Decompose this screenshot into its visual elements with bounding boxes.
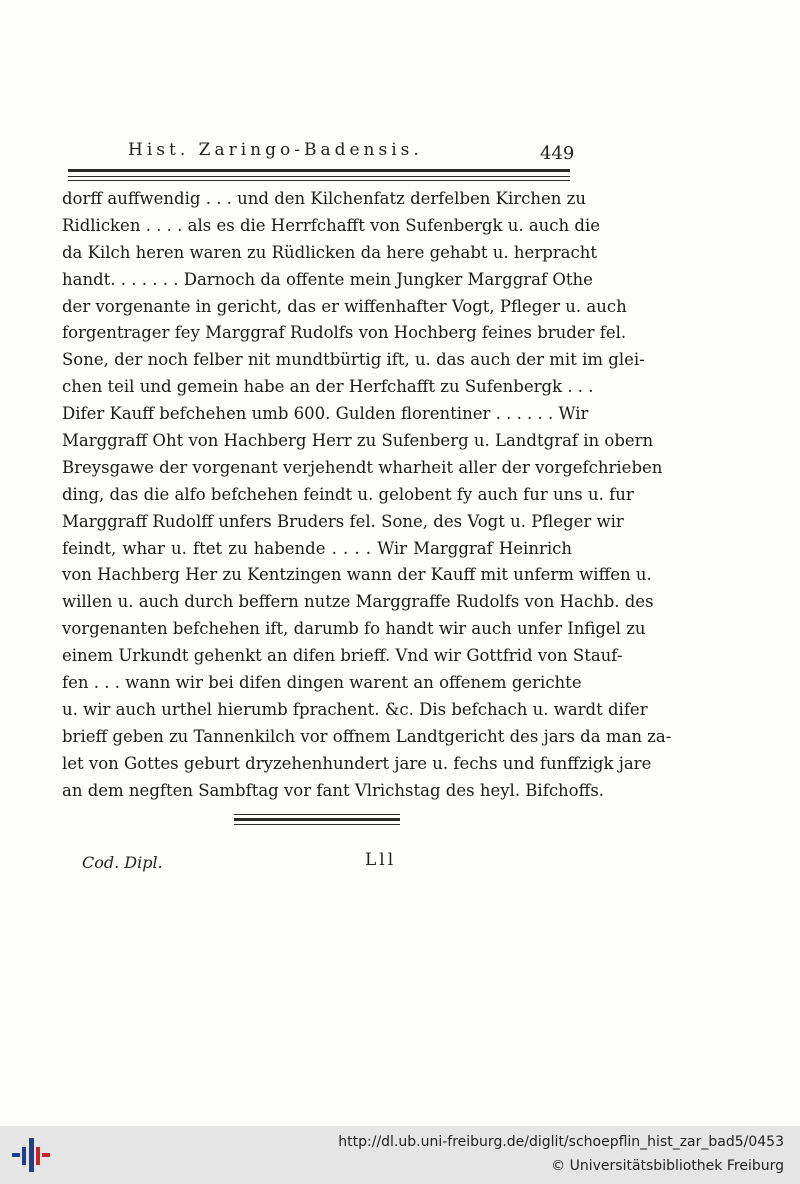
header-rule-thin-lower [68, 180, 570, 181]
text-line: Ridlicken . . . . als es die Herrfchafft von Sufenbergk u. auch die [62, 215, 601, 235]
header-rule-thin [68, 176, 570, 177]
text-line: feindt, whar u. ftet zu habende . . . . Wir Marggraf Heinrich [62, 538, 572, 558]
text-line: brieff geben zu Tannenkilch vor offnem Landtgericht des jars da man za- [62, 726, 672, 746]
text-line: Sone, der noch felber nit mundtbürtig ift, u. das auch der mit im glei- [62, 350, 645, 370]
body-text [62, 186, 672, 804]
signature-mark: Lll [365, 850, 397, 870]
text-line: ding, das die alfo befchehen feindt u. gelobent fy auch fur uns u. fur [62, 484, 634, 504]
header-rule-thick [68, 169, 570, 172]
text-line: da Kilch heren waren zu Rüdlicken da here gehabt u. herpracht [62, 242, 597, 262]
copyright-notice: © Universitätsbibliothek Freiburg [551, 1158, 784, 1174]
text-line: Marggraff Rudolff unfers Bruders fel. Sone, des Vogt u. Pfleger wir [62, 511, 624, 531]
text-line: einem Urkundt gehenkt an difen brieff. Vnd wir Gottfrid von Stauf- [62, 646, 623, 666]
text-line: Difer Kauff befchehen umb 600. Gulden florentiner . . . . . . Wir [62, 404, 589, 424]
text-line: von Hachberg Her zu Kentzingen wann der Kauff mit unferm wiffen u. [62, 565, 652, 585]
catchword-cod-dipl: Cod. Dipl. [82, 853, 163, 872]
text-line: forgentrager fey Marggraf Rudolfs von Hochberg feines bruder fel. [62, 323, 627, 343]
text-line: fen . . . wann wir bei difen dingen warent an offenem gerichte [62, 673, 582, 693]
text-line: willen u. auch durch beffern nutze Marggraffe Rudolfs von Hachb. des [62, 592, 654, 612]
text-line: handt. . . . . . . Darnoch da offente mein Jungker Marggraf Othe [62, 269, 593, 289]
text-line: an dem negften Sambftag vor fant Vlrichstag des heyl. Bifchoffs. [62, 780, 605, 800]
running-title: Hist. Zaringo-Badensis. [128, 140, 423, 160]
permalink-url[interactable]: http://dl.ub.uni-freiburg.de/diglit/schoepflin_hist_zar_bad5/0453 [338, 1134, 784, 1150]
text-line: der vorgenante in gericht, das er wiffenhafter Vogt, Pfleger u. auch [62, 296, 627, 316]
text-line: Marggraff Oht von Hachberg Herr zu Sufenberg u. Landtgraf in obern [62, 431, 654, 451]
text-line: let von Gottes geburt dryzehenhundert jare u. fechs und funffzigk jare [62, 753, 652, 773]
text-line: chen teil und gemein habe an der Herfchafft zu Sufenbergk . . . [62, 377, 594, 397]
page-number: 449 [540, 143, 575, 164]
text-line: Breysgawe der vorgenant verjehendt wharheit aller der vorgefchrieben [62, 457, 663, 477]
text-line: vorgenanten befchehen ift, darumb fo handt wir auch unfer Infigel zu [62, 619, 646, 639]
text-line: dorff auffwendig . . . und den Kilchenfatz derfelben Kirchen zu [62, 189, 586, 208]
text-line: u. wir auch urthel hierumb fprachent. &c. Dis befchach u. wardt difer [62, 699, 648, 719]
ub-freiburg-logo-icon[interactable] [10, 1136, 52, 1174]
viewer-footer-bar [0, 1126, 800, 1184]
